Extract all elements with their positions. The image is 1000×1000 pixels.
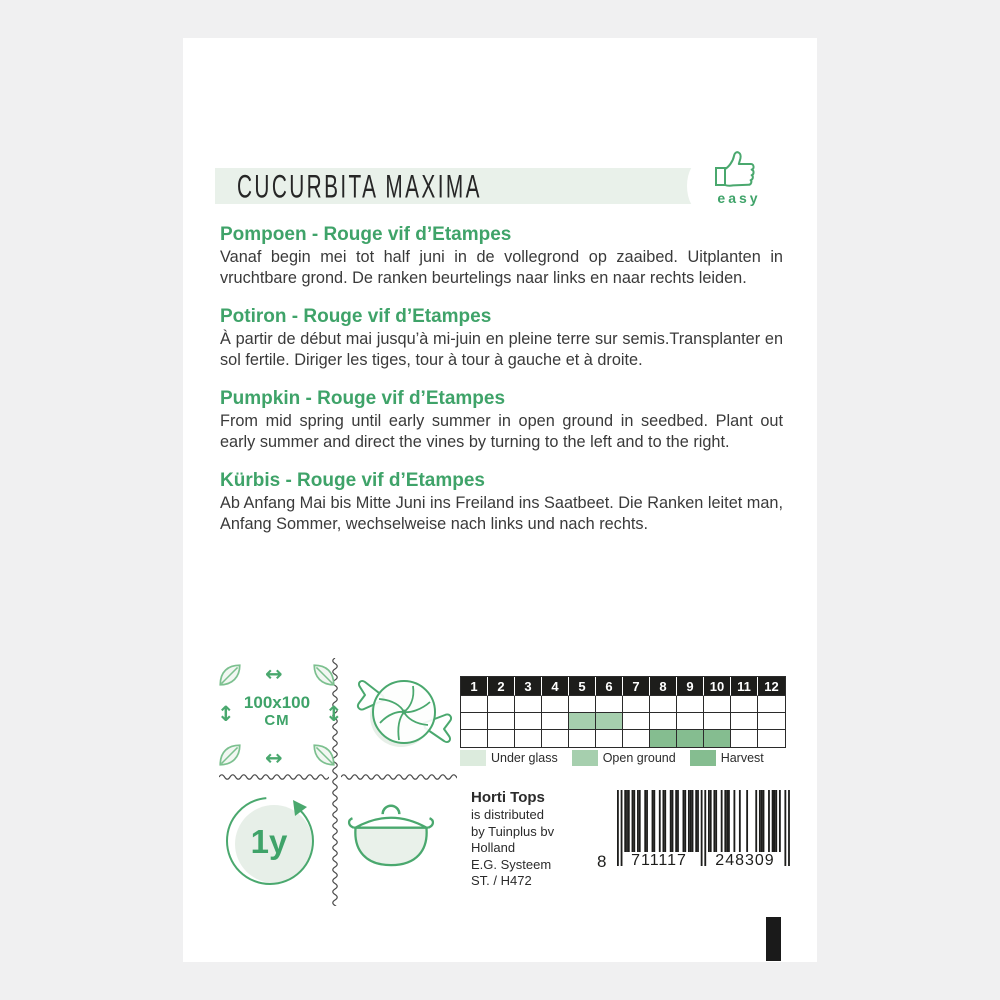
legend-label: Open ground — [602, 751, 676, 765]
section-german — [220, 470, 783, 534]
calendar-cell — [704, 730, 731, 747]
section-heading: Potiron - Rouge vif d’Etampes — [220, 306, 492, 327]
description-sections — [220, 224, 783, 552]
harvest-swatch — [690, 750, 716, 766]
leaf-icon — [217, 742, 243, 768]
calendar-legend — [460, 750, 790, 766]
distributor-line: Holland — [471, 840, 516, 855]
calendar-cell — [569, 730, 596, 747]
leaf-icon — [311, 662, 337, 688]
legend-label: Harvest — [720, 751, 764, 765]
calendar-cell — [596, 730, 623, 747]
species-banner — [215, 168, 701, 204]
sowing-calendar — [460, 676, 786, 748]
calendar-cell — [461, 713, 488, 730]
calendar-cell — [542, 696, 569, 713]
calendar-cell — [488, 696, 515, 713]
calendar-cell — [677, 696, 704, 713]
section-body: From mid spring until early summer in open ground in seedbed. Plant out early summer and direct the vines by turning to the left and to the right. — [220, 412, 783, 451]
section-body: Vanaf begin mei tot half juni in de vollegrond op zaaibed. Uitplanten in vruchtbare grond. De ranken beurtelings naar links en naar rechts leiden. — [220, 248, 783, 287]
print-registration-mark — [766, 917, 781, 961]
section-french — [220, 306, 783, 370]
calendar-cell — [488, 730, 515, 747]
section-heading: Pumpkin - Rouge vif d’Etampes — [220, 388, 506, 409]
spacing-value: 100x100 — [243, 693, 311, 712]
calendar-cell — [731, 730, 758, 747]
calendar-cell — [569, 713, 596, 730]
calendar-cell — [731, 696, 758, 713]
horizontal-divider — [341, 774, 457, 780]
horizontal-arrow-icon: ↔ — [265, 662, 283, 686]
calendar-cell — [515, 730, 542, 747]
calendar-cell — [623, 713, 650, 730]
open-ground-swatch — [572, 750, 598, 766]
calendar-cell — [623, 696, 650, 713]
distributor-line: ST. / H472 — [471, 873, 532, 888]
calendar-month-header: 11 — [731, 677, 758, 696]
barcode-digits-right: 248309 — [715, 852, 775, 869]
distributor-info — [471, 789, 554, 890]
cycle-label: 1y — [250, 823, 288, 860]
calendar-month-header: 9 — [677, 677, 704, 696]
barcode-digit-first: 8 — [597, 852, 607, 871]
legend-item — [690, 750, 764, 766]
calendar-cell — [650, 696, 677, 713]
section-dutch — [220, 224, 783, 288]
distributor-brand: Horti Tops — [471, 789, 545, 806]
calendar-month-header: 2 — [488, 677, 515, 696]
calendar-cell — [596, 696, 623, 713]
calendar-cell — [515, 713, 542, 730]
calendar-cell — [461, 730, 488, 747]
leaf-icon — [311, 742, 337, 768]
horizontal-arrow-icon: ↔ — [265, 746, 283, 770]
under-glass-swatch — [460, 750, 486, 766]
calendar-cell — [758, 730, 785, 747]
calendar-month-header: 6 — [596, 677, 623, 696]
calendar-cell — [650, 730, 677, 747]
calendar-cell — [596, 713, 623, 730]
seed-packet-back — [183, 38, 817, 962]
cooking-pot-icon — [341, 796, 441, 878]
ean-barcode — [591, 790, 793, 884]
calendar-cell — [542, 713, 569, 730]
species-name: CUCURBITA MAXIMA — [237, 167, 482, 205]
calendar-cell — [758, 713, 785, 730]
plant-spacing-leaves-icon — [215, 660, 343, 772]
legend-item — [572, 750, 676, 766]
legend-label: Under glass — [491, 751, 558, 765]
calendar-month-header: 1 — [461, 677, 488, 696]
calendar-cell — [677, 730, 704, 747]
calendar-cell — [461, 696, 488, 713]
difficulty-label: easy — [717, 190, 761, 206]
calendar-cell — [677, 713, 704, 730]
calendar-month-header: 4 — [542, 677, 569, 696]
calendar-month-header: 12 — [758, 677, 785, 696]
vertical-arrow-icon: ↕ — [325, 702, 343, 726]
calendar-cell — [488, 713, 515, 730]
vertical-arrow-icon: ↕ — [217, 702, 235, 726]
barcode-digits-left: 711117 — [631, 852, 687, 869]
legend-item — [460, 750, 558, 766]
calendar-cell — [704, 713, 731, 730]
calendar-cell — [731, 713, 758, 730]
calendar-cell — [542, 730, 569, 747]
calendar-month-header: 10 — [704, 677, 731, 696]
calendar-month-header: 7 — [623, 677, 650, 696]
calendar-cell — [704, 696, 731, 713]
calendar-month-header: 3 — [515, 677, 542, 696]
annual-cycle-icon — [221, 790, 323, 892]
section-heading: Kürbis - Rouge vif d’Etampes — [220, 470, 485, 491]
calendar-cell — [623, 730, 650, 747]
leaf-icon — [217, 662, 243, 688]
spacing-text — [229, 694, 325, 729]
calendar-cell — [569, 696, 596, 713]
calendar-cell — [515, 696, 542, 713]
section-body: Ab Anfang Mai bis Mitte Juni ins Freiland ins Saatbeet. Die Ranken leitet man, Anfang Sommer, wechselweise nach links und nach rechts. — [220, 494, 783, 533]
calendar-month-header: 5 — [569, 677, 596, 696]
candy-icon — [349, 654, 459, 772]
section-english — [220, 388, 783, 452]
distributor-line: E.G. Systeem — [471, 856, 552, 872]
calendar-cell — [758, 696, 785, 713]
distributor-line: by Tuinplus bv — [471, 823, 555, 839]
section-heading: Pompoen - Rouge vif d’Etampes — [220, 224, 512, 245]
thumbs-up-icon — [713, 150, 765, 192]
difficulty-badge — [713, 150, 765, 206]
calendar-month-header: 8 — [650, 677, 677, 696]
calendar-cell — [650, 713, 677, 730]
section-body: À partir de début mai jusqu’à mi-juin en pleine terre sur semis.Transplanter en sol fertile. Diriger les tiges, tour à tour à gauche et à droite. — [220, 330, 783, 369]
spacing-unit: CM — [264, 712, 290, 729]
horizontal-divider — [219, 774, 329, 780]
distributor-line: is distributed — [471, 807, 544, 822]
